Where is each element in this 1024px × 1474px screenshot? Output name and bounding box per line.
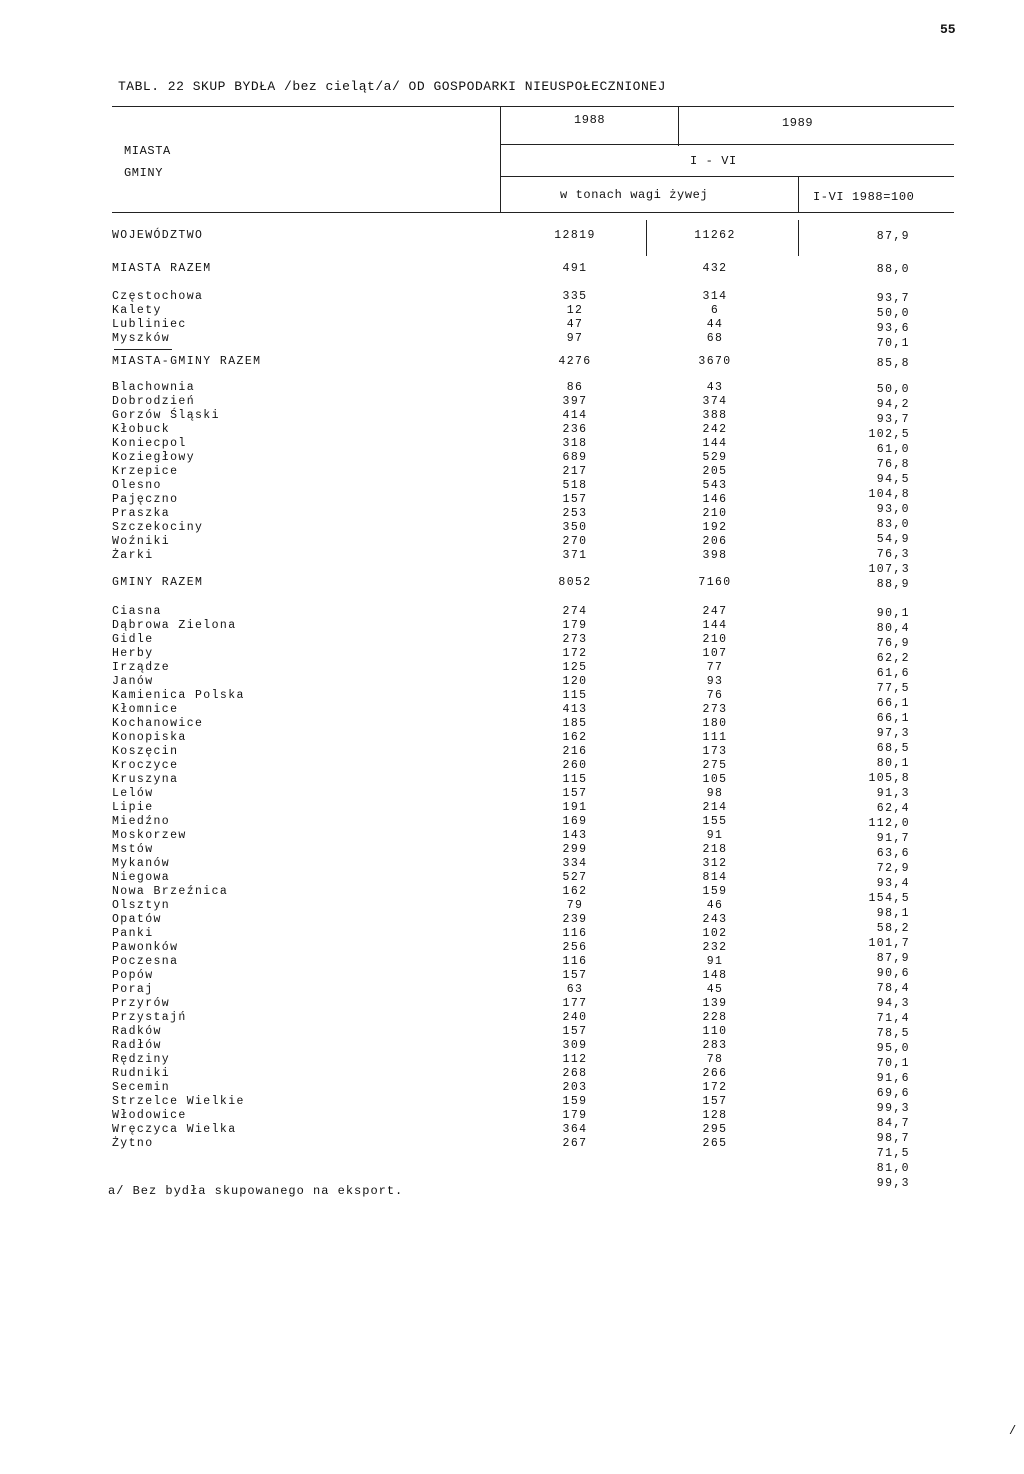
index-value: 112,0 xyxy=(868,817,910,830)
row-name: Niegowa xyxy=(112,871,171,884)
value-1988: 115 xyxy=(562,773,588,786)
header-stub-gminy: GMINY xyxy=(124,166,164,180)
value-1989: 172 xyxy=(702,1081,728,1094)
value-1989: 45 xyxy=(706,983,724,996)
row-name: Mykanów xyxy=(112,857,171,870)
index-value: 98,7 xyxy=(876,1132,910,1145)
index-value: 107,3 xyxy=(868,563,910,576)
index-value: 93,0 xyxy=(876,503,910,516)
index-value: 62,4 xyxy=(876,802,910,815)
row-name: Lelów xyxy=(112,787,154,800)
value-1989: 105 xyxy=(702,773,728,786)
value-1988: 236 xyxy=(562,423,588,436)
index-value: 93,4 xyxy=(876,877,910,890)
footnote: a/ Bez bydła skupowanego na eksport. xyxy=(108,1184,404,1198)
row-name: Żytno xyxy=(112,1137,154,1150)
index-value: 71,5 xyxy=(876,1147,910,1160)
index-value: 93,6 xyxy=(876,322,910,335)
index-value: 76,8 xyxy=(876,458,910,471)
row-name: Kamienica Polska xyxy=(112,689,245,702)
index-value: 85,8 xyxy=(876,357,910,370)
value-1989: 6 xyxy=(710,304,720,317)
value-1989: 77 xyxy=(706,661,724,674)
row-name: Kochanowice xyxy=(112,717,204,730)
value-1989: 312 xyxy=(702,857,728,870)
column-separator-1 xyxy=(646,220,647,256)
value-1988: 191 xyxy=(562,801,588,814)
value-1989: 91 xyxy=(706,829,724,842)
value-1989: 210 xyxy=(702,507,728,520)
value-1989: 98 xyxy=(706,787,724,800)
row-name: Krzepice xyxy=(112,465,179,478)
value-1989: 232 xyxy=(702,941,728,954)
row-name: Żarki xyxy=(112,549,154,562)
header-rule-3 xyxy=(500,176,954,177)
row-name: Pajęczno xyxy=(112,493,179,506)
index-value: 94,2 xyxy=(876,398,910,411)
value-1988: 350 xyxy=(562,521,588,534)
index-value: 63,6 xyxy=(876,847,910,860)
value-1988: 179 xyxy=(562,619,588,632)
row-name: Koszęcin xyxy=(112,745,179,758)
index-value: 70,1 xyxy=(876,337,910,350)
value-1989: 43 xyxy=(706,381,724,394)
index-value: 95,0 xyxy=(876,1042,910,1055)
index-value: 84,7 xyxy=(876,1117,910,1130)
index-value: 88,9 xyxy=(876,578,910,591)
index-value: 50,0 xyxy=(876,307,910,320)
value-1988: 157 xyxy=(562,969,588,982)
row-name: Secemin xyxy=(112,1081,171,1094)
row-name: Rudniki xyxy=(112,1067,171,1080)
value-1989: 180 xyxy=(702,717,728,730)
value-1989: 228 xyxy=(702,1011,728,1024)
value-1988: 169 xyxy=(562,815,588,828)
row-name: Pawonków xyxy=(112,941,179,954)
row-name: Irządze xyxy=(112,661,171,674)
index-value: 66,1 xyxy=(876,697,910,710)
row-name: WOJEWÓDZTWO xyxy=(112,229,204,242)
value-1988: 689 xyxy=(562,451,588,464)
index-value: 69,6 xyxy=(876,1087,910,1100)
row-name: Przyrów xyxy=(112,997,171,1010)
index-value: 88,0 xyxy=(876,263,910,276)
value-1988: 112 xyxy=(562,1053,588,1066)
header-bottom-rule xyxy=(112,212,954,213)
value-1988: 413 xyxy=(562,703,588,716)
value-1988: 371 xyxy=(562,549,588,562)
value-1988: 172 xyxy=(562,647,588,660)
header-period: I - VI xyxy=(690,154,737,168)
row-name: Kłomnice xyxy=(112,703,179,716)
value-1988: 162 xyxy=(562,731,588,744)
value-1989: 314 xyxy=(702,290,728,303)
index-value: 83,0 xyxy=(876,518,910,531)
value-1988: 260 xyxy=(562,759,588,772)
value-1988: 335 xyxy=(562,290,588,303)
value-1989: 243 xyxy=(702,913,728,926)
value-1989: 102 xyxy=(702,927,728,940)
index-value: 98,1 xyxy=(876,907,910,920)
row-name: Lubliniec xyxy=(112,318,187,331)
row-name: Gorzów Śląski xyxy=(112,409,220,422)
value-1989: 3670 xyxy=(698,355,732,368)
index-value: 93,7 xyxy=(876,413,910,426)
value-1989: 155 xyxy=(702,815,728,828)
row-name: Wręczyca Wielka xyxy=(112,1123,237,1136)
row-name: Poczesna xyxy=(112,955,179,968)
row-name: Kroczyce xyxy=(112,759,179,772)
row-name: Woźniki xyxy=(112,535,171,548)
row-name: Kruszyna xyxy=(112,773,179,786)
value-1988: 334 xyxy=(562,857,588,870)
index-value: 76,9 xyxy=(876,637,910,650)
row-name: Panki xyxy=(112,927,154,940)
value-1989: 388 xyxy=(702,409,728,422)
value-1988: 518 xyxy=(562,479,588,492)
value-1988: 256 xyxy=(562,941,588,954)
value-1988: 86 xyxy=(566,381,584,394)
index-value: 78,5 xyxy=(876,1027,910,1040)
table-title: TABL. 22 SKUP BYDŁA /bez cieląt/a/ OD GOSPODARKI NIEUSPOŁECZNIONEJ xyxy=(118,79,666,94)
index-value: 104,8 xyxy=(868,488,910,501)
value-1988: 267 xyxy=(562,1137,588,1150)
index-value: 80,4 xyxy=(876,622,910,635)
value-1989: 247 xyxy=(702,605,728,618)
value-1988: 179 xyxy=(562,1109,588,1122)
value-1988: 491 xyxy=(562,262,588,275)
row-name: Mstów xyxy=(112,843,154,856)
index-value: 105,8 xyxy=(868,772,910,785)
value-1988: 274 xyxy=(562,605,588,618)
value-1989: 206 xyxy=(702,535,728,548)
index-value: 91,6 xyxy=(876,1072,910,1085)
value-1988: 12 xyxy=(566,304,584,317)
value-1988: 157 xyxy=(562,493,588,506)
header-divider-index xyxy=(798,176,799,212)
value-1988: 162 xyxy=(562,885,588,898)
value-1989: 529 xyxy=(702,451,728,464)
value-1988: 116 xyxy=(562,927,588,940)
value-1988: 270 xyxy=(562,535,588,548)
value-1989: 242 xyxy=(702,423,728,436)
index-value: 58,2 xyxy=(876,922,910,935)
column-separator-2 xyxy=(798,220,799,256)
value-1989: 44 xyxy=(706,318,724,331)
row-name: Lipie xyxy=(112,801,154,814)
row-name: Myszków xyxy=(112,332,171,345)
row-name: Popów xyxy=(112,969,154,982)
index-value: 87,9 xyxy=(876,952,910,965)
value-1988: 125 xyxy=(562,661,588,674)
index-value: 50,0 xyxy=(876,383,910,396)
row-name: MIASTA RAZEM xyxy=(112,262,212,275)
index-value: 97,3 xyxy=(876,727,910,740)
value-1988: 47 xyxy=(566,318,584,331)
value-1989: 107 xyxy=(702,647,728,660)
value-1988: 268 xyxy=(562,1067,588,1080)
value-1988: 8052 xyxy=(558,576,592,589)
index-value: 68,5 xyxy=(876,742,910,755)
row-name: Częstochowa xyxy=(112,290,204,303)
value-1989: 144 xyxy=(702,619,728,632)
index-value: 78,4 xyxy=(876,982,910,995)
row-name: Dobrodzień xyxy=(112,395,196,408)
row-name: Olesno xyxy=(112,479,162,492)
value-1989: 11262 xyxy=(694,229,736,242)
value-1988: 397 xyxy=(562,395,588,408)
index-value: 62,2 xyxy=(876,652,910,665)
value-1989: 159 xyxy=(702,885,728,898)
row-name: Olsztyn xyxy=(112,899,171,912)
value-1989: 265 xyxy=(702,1137,728,1150)
value-1989: 93 xyxy=(706,675,724,688)
value-1989: 148 xyxy=(702,969,728,982)
value-1988: 253 xyxy=(562,507,588,520)
value-1988: 216 xyxy=(562,745,588,758)
index-value: 102,5 xyxy=(868,428,910,441)
value-1989: 273 xyxy=(702,703,728,716)
row-name: Herby xyxy=(112,647,154,660)
value-1989: 68 xyxy=(706,332,724,345)
row-name: Gidle xyxy=(112,633,154,646)
value-1988: 159 xyxy=(562,1095,588,1108)
value-1988: 273 xyxy=(562,633,588,646)
index-value: 72,9 xyxy=(876,862,910,875)
row-name: Rędziny xyxy=(112,1053,171,1066)
header-top-rule xyxy=(112,106,954,107)
value-1988: 240 xyxy=(562,1011,588,1024)
value-1989: 398 xyxy=(702,549,728,562)
value-1989: 266 xyxy=(702,1067,728,1080)
row-name: Konopiska xyxy=(112,731,187,744)
value-1988: 318 xyxy=(562,437,588,450)
row-name: Poraj xyxy=(112,983,154,996)
header-year-1988: 1988 xyxy=(574,113,606,127)
row-name: Praszka xyxy=(112,507,171,520)
value-1989: 218 xyxy=(702,843,728,856)
value-1989: 173 xyxy=(702,745,728,758)
row-name: Miedźno xyxy=(112,815,171,828)
row-name: Blachownia xyxy=(112,381,196,394)
index-value: 91,7 xyxy=(876,832,910,845)
index-value: 81,0 xyxy=(876,1162,910,1175)
page-number: 55 xyxy=(940,22,956,37)
row-name: Opatów xyxy=(112,913,162,926)
index-value: 90,1 xyxy=(876,607,910,620)
value-1988: 364 xyxy=(562,1123,588,1136)
value-1988: 143 xyxy=(562,829,588,842)
value-1988: 115 xyxy=(562,689,588,702)
header-stub-miasta: MIASTA xyxy=(124,144,171,158)
index-value: 99,3 xyxy=(876,1102,910,1115)
index-value: 70,1 xyxy=(876,1057,910,1070)
value-1989: 192 xyxy=(702,521,728,534)
value-1988: 239 xyxy=(562,913,588,926)
row-name: Kalety xyxy=(112,304,162,317)
stray-mark: / xyxy=(1009,1424,1017,1438)
value-1988: 120 xyxy=(562,675,588,688)
myszkow-underline xyxy=(114,349,172,350)
index-value: 61,6 xyxy=(876,667,910,680)
index-value: 99,3 xyxy=(876,1177,910,1190)
row-name: Dąbrowa Zielona xyxy=(112,619,237,632)
value-1989: 78 xyxy=(706,1053,724,1066)
row-name: Przystajń xyxy=(112,1011,187,1024)
row-name: Kłobuck xyxy=(112,423,171,436)
index-value: 101,7 xyxy=(868,937,910,950)
row-name: Nowa Brzeźnica xyxy=(112,885,229,898)
value-1989: 374 xyxy=(702,395,728,408)
value-1988: 79 xyxy=(566,899,584,912)
row-name: Koniecpol xyxy=(112,437,187,450)
value-1988: 527 xyxy=(562,871,588,884)
index-value: 71,4 xyxy=(876,1012,910,1025)
row-name: Włodowice xyxy=(112,1109,187,1122)
value-1989: 210 xyxy=(702,633,728,646)
value-1989: 814 xyxy=(702,871,728,884)
value-1988: 157 xyxy=(562,787,588,800)
row-name: Ciasna xyxy=(112,605,162,618)
value-1988: 97 xyxy=(566,332,584,345)
index-value: 54,9 xyxy=(876,533,910,546)
index-value: 90,6 xyxy=(876,967,910,980)
index-value: 94,3 xyxy=(876,997,910,1010)
header-year-1989: 1989 xyxy=(782,116,814,130)
index-value: 154,5 xyxy=(868,892,910,905)
row-name: Janów xyxy=(112,675,154,688)
row-name: Moskorzew xyxy=(112,829,187,842)
value-1989: 283 xyxy=(702,1039,728,1052)
value-1988: 309 xyxy=(562,1039,588,1052)
value-1989: 110 xyxy=(702,1025,728,1038)
header-index: I-VI 1988=100 xyxy=(813,190,915,204)
index-value: 61,0 xyxy=(876,443,910,456)
value-1989: 144 xyxy=(702,437,728,450)
row-name: Radków xyxy=(112,1025,162,1038)
index-value: 91,3 xyxy=(876,787,910,800)
value-1988: 63 xyxy=(566,983,584,996)
index-value: 94,5 xyxy=(876,473,910,486)
value-1989: 432 xyxy=(702,262,728,275)
row-name: GMINY RAZEM xyxy=(112,576,204,589)
value-1989: 111 xyxy=(702,731,728,744)
value-1988: 12819 xyxy=(554,229,596,242)
index-value: 76,3 xyxy=(876,548,910,561)
index-value: 93,7 xyxy=(876,292,910,305)
value-1989: 91 xyxy=(706,955,724,968)
value-1989: 543 xyxy=(702,479,728,492)
value-1988: 299 xyxy=(562,843,588,856)
value-1989: 214 xyxy=(702,801,728,814)
value-1988: 203 xyxy=(562,1081,588,1094)
header-divider-1988 xyxy=(678,106,679,146)
header-rule-2 xyxy=(500,144,954,145)
value-1988: 116 xyxy=(562,955,588,968)
value-1989: 139 xyxy=(702,997,728,1010)
row-name: Strzelce Wielkie xyxy=(112,1095,245,1108)
value-1988: 177 xyxy=(562,997,588,1010)
value-1988: 185 xyxy=(562,717,588,730)
header-left-border xyxy=(500,106,501,212)
value-1989: 7160 xyxy=(698,576,732,589)
row-name: Radłów xyxy=(112,1039,162,1052)
index-value: 66,1 xyxy=(876,712,910,725)
row-name: Szczekociny xyxy=(112,521,204,534)
value-1989: 275 xyxy=(702,759,728,772)
index-value: 80,1 xyxy=(876,757,910,770)
value-1989: 146 xyxy=(702,493,728,506)
value-1988: 217 xyxy=(562,465,588,478)
value-1989: 295 xyxy=(702,1123,728,1136)
row-name: Koziegłowy xyxy=(112,451,196,464)
header-unit: w tonach wagi żywej xyxy=(560,188,709,202)
value-1988: 157 xyxy=(562,1025,588,1038)
index-value: 87,9 xyxy=(876,230,910,243)
value-1989: 157 xyxy=(702,1095,728,1108)
value-1989: 46 xyxy=(706,899,724,912)
index-value: 77,5 xyxy=(876,682,910,695)
row-name: MIASTA-GMINY RAZEM xyxy=(112,355,262,368)
value-1989: 128 xyxy=(702,1109,728,1122)
value-1989: 76 xyxy=(706,689,724,702)
value-1989: 205 xyxy=(702,465,728,478)
value-1988: 414 xyxy=(562,409,588,422)
value-1988: 4276 xyxy=(558,355,592,368)
